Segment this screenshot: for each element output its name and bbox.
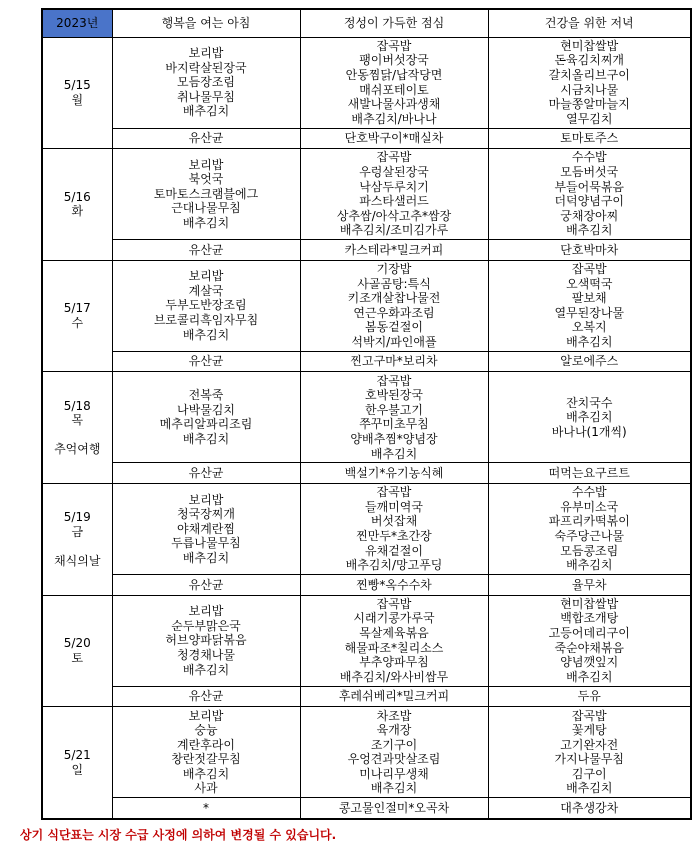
menu-item: 수수밥 xyxy=(571,150,607,165)
menu-item: 죽순야채볶음 xyxy=(554,640,625,655)
menu-item: 마늘쫑알마늘지 xyxy=(548,97,630,112)
menu-item: 잡곡밥 xyxy=(376,596,412,611)
menu-item: 시래기콩가루국 xyxy=(353,611,435,626)
menu-item: 열무김치 xyxy=(566,111,613,126)
menu-item: 조기구이 xyxy=(370,737,418,752)
menu-item: 허브양파닭볶음 xyxy=(165,633,247,648)
menu-item: 배추김치 xyxy=(566,558,613,573)
breakfast-header: 행복을 여는 아침 xyxy=(112,9,300,37)
day-weekday: 토 xyxy=(71,650,84,665)
breakfast-menu-cell xyxy=(112,149,300,240)
day-cell xyxy=(42,372,112,484)
menu-item: 두릅나물무침 xyxy=(171,536,241,551)
menu-item: 전복죽 xyxy=(188,388,224,403)
breakfast-menu-cell xyxy=(112,707,300,798)
snack-lunch-cell: 찐빵*옥수수차 xyxy=(300,575,488,596)
menu-item: 백합조개탕 xyxy=(560,611,619,626)
menu-item: 근대나물무침 xyxy=(171,201,241,216)
menu-item: 배추김치/망고푸딩 xyxy=(345,558,443,573)
menu-item: 배추김치 xyxy=(182,766,230,781)
breakfast-menu-cell xyxy=(112,484,300,575)
menu-item: 배추김치/바나나 xyxy=(351,111,437,126)
menu-item: 바나나(1개씩) xyxy=(551,424,627,439)
menu-item: 두부도반장조림 xyxy=(165,298,247,313)
menu-item: 파프리카떡볶이 xyxy=(548,514,630,529)
snack-dinner-cell: 알로에주스 xyxy=(488,351,691,372)
day-cell xyxy=(42,149,112,261)
menu-item: 차조밥 xyxy=(376,708,412,723)
lunch-menu-cell xyxy=(300,149,488,240)
menu-item: 나박물김치 xyxy=(177,402,235,417)
menu-item: 김구이 xyxy=(571,766,607,781)
menu-item: 팔보채 xyxy=(571,291,607,306)
lunch-menu-cell xyxy=(300,260,488,351)
day-row xyxy=(42,484,691,575)
menu-item: 잡곡밥 xyxy=(376,373,412,388)
snack-breakfast-cell: * xyxy=(112,798,300,819)
menu-item: 연근우화과조림 xyxy=(353,305,435,320)
day-note: 채식의날 xyxy=(54,553,101,568)
dinner-menu-cell xyxy=(488,372,691,463)
menu-item: 새발나물사과생채 xyxy=(347,97,441,112)
menu-item: 배추김치 xyxy=(182,432,230,446)
menu-item: 브로콜리흑임자무침 xyxy=(153,313,259,328)
menu-item: 배추김치/조미김가루 xyxy=(339,223,449,238)
day-cell xyxy=(42,260,112,372)
snack-breakfast-cell: 유산균 xyxy=(112,351,300,372)
menu-item: 보리밥 xyxy=(188,492,224,507)
menu-item: 배추김치/와사비쌈무 xyxy=(339,669,449,684)
snack-row xyxy=(42,686,691,707)
menu-item: 배추김치 xyxy=(566,669,613,684)
menu-item: 계란후라이 xyxy=(177,737,235,752)
menu-item: 토마토스크램블에그 xyxy=(153,186,259,201)
snack-row xyxy=(42,351,691,372)
snack-row xyxy=(42,463,691,484)
menu-item: 해물파조*칠리소스 xyxy=(344,640,444,655)
snack-lunch-cell: 단호박구이*매실차 xyxy=(300,128,488,149)
day-row xyxy=(42,372,691,463)
dinner-menu-cell xyxy=(488,149,691,240)
menu-item: 양념깻잎지 xyxy=(560,655,619,670)
snack-lunch-cell: 찐고구마*보리차 xyxy=(300,351,488,372)
snack-dinner-cell: 떠먹는요구르트 xyxy=(488,463,691,484)
day-row xyxy=(42,595,691,686)
day-note: 추억여행 xyxy=(54,441,101,456)
lunch-menu-cell xyxy=(300,484,488,575)
snack-breakfast-cell: 유산균 xyxy=(112,128,300,149)
menu-item: 기장밥 xyxy=(376,262,412,276)
menu-item: 배추김치 xyxy=(182,550,230,565)
day-weekday: 일 xyxy=(71,762,84,777)
dinner-menu-cell xyxy=(488,260,691,351)
menu-item: 궁채장아찌 xyxy=(560,208,619,223)
lunch-header: 정성이 가득한 점심 xyxy=(300,9,488,37)
menu-item: 육개장 xyxy=(376,723,412,738)
menu-item: 사과 xyxy=(194,781,218,796)
day-cell xyxy=(42,595,112,707)
lunch-menu-cell xyxy=(300,372,488,463)
menu-item: 계살국 xyxy=(188,283,224,298)
dinner-menu-cell xyxy=(488,595,691,686)
snack-lunch-cell: 백설기*유기농식혜 xyxy=(300,463,488,484)
day-cell xyxy=(42,707,112,819)
menu-item: 파스타샐러드 xyxy=(359,194,429,209)
menu-item: 돈육김치찌개 xyxy=(554,53,625,68)
menu-item: 보리밥 xyxy=(188,604,224,619)
menu-item: 오색떡국 xyxy=(566,276,613,291)
day-cell xyxy=(42,37,112,149)
menu-item: 더덕양념구이 xyxy=(554,194,625,209)
menu-item: 배추김치 xyxy=(566,223,613,238)
menu-item: 배추김치 xyxy=(182,216,230,231)
menu-item: 취나물무침 xyxy=(177,89,235,104)
menu-item: 유부미소국 xyxy=(560,499,619,514)
menu-item: 배추김치 xyxy=(182,327,230,342)
snack-lunch-cell: 콩고물인절미*오곡차 xyxy=(300,798,488,819)
menu-item: 순두부맑은국 xyxy=(171,618,241,633)
menu-item: 보리밥 xyxy=(188,157,224,172)
day-weekday: 화 xyxy=(71,204,84,219)
menu-item: 매쉬포테이토 xyxy=(359,82,429,97)
menu-item: 한우불고기 xyxy=(365,402,423,417)
day-weekday: 목 xyxy=(71,413,84,428)
menu-item: 팽이버섯장국 xyxy=(359,53,429,68)
menu-item: 갈치올리브구이 xyxy=(548,67,630,82)
menu-item: 고등어데리구이 xyxy=(548,626,630,641)
menu-item: 보리밥 xyxy=(188,269,224,284)
menu-item: 잡곡밥 xyxy=(571,262,607,276)
dinner-menu-cell xyxy=(488,37,691,128)
day-weekday: 금 xyxy=(71,525,84,540)
breakfast-menu-cell xyxy=(112,595,300,686)
menu-item: 호박된장국 xyxy=(365,388,423,403)
day-date: 5/20 xyxy=(63,636,91,651)
menu-item: 잡곡밥 xyxy=(376,150,412,165)
menu-item: 숙주당근나물 xyxy=(554,529,625,544)
day-row xyxy=(42,260,691,351)
snack-dinner-cell: 단호박마차 xyxy=(488,240,691,261)
menu-item: 꽃게탕 xyxy=(571,723,607,738)
menu-item: 유채겉절이 xyxy=(365,543,423,558)
menu-item: 잡곡밥 xyxy=(571,708,607,723)
menu-item: 오복지 xyxy=(571,320,607,335)
lunch-menu-cell xyxy=(300,595,488,686)
menu-item: 가지나물무침 xyxy=(554,752,625,767)
menu-item: 청경채나물 xyxy=(177,647,235,662)
menu-item: 우엉견과맛살조림 xyxy=(347,752,441,767)
menu-item: 보리밥 xyxy=(188,708,224,723)
menu-body xyxy=(42,37,691,819)
menu-item: 쭈꾸미초무침 xyxy=(359,417,429,432)
dinner-menu-cell xyxy=(488,707,691,798)
menu-item: 현미찹쌀밥 xyxy=(560,596,619,611)
breakfast-menu-cell xyxy=(112,37,300,128)
menu-item: 배추김치 xyxy=(182,662,230,677)
menu-item: 수수밥 xyxy=(571,485,607,500)
menu-item: 배추김치 xyxy=(370,781,418,796)
menu-item: 열무된장나물 xyxy=(554,305,625,320)
breakfast-menu-cell xyxy=(112,372,300,463)
menu-item: 현미찹쌀밥 xyxy=(560,38,619,53)
day-date: 5/21 xyxy=(63,748,91,763)
snack-lunch-cell: 후레쉬베리*밀크커피 xyxy=(300,686,488,707)
menu-item: 목살제육볶음 xyxy=(359,626,429,641)
menu-item: 들깨미역국 xyxy=(365,499,423,514)
menu-item: 보리밥 xyxy=(188,46,224,61)
menu-item: 우렁살된장국 xyxy=(359,164,429,179)
menu-item: 메추리알꽈리조림 xyxy=(159,417,253,432)
breakfast-menu-cell xyxy=(112,260,300,351)
menu-item: 부추양파무침 xyxy=(359,655,429,670)
day-cell xyxy=(42,484,112,596)
day-date: 5/17 xyxy=(63,301,91,316)
menu-item: 배추김치 xyxy=(370,446,418,461)
day-row xyxy=(42,149,691,240)
menu-item: 잡곡밥 xyxy=(376,485,412,500)
snack-lunch-cell: 카스테라*밀크커피 xyxy=(300,240,488,261)
menu-item: 상추쌈/아삭고추*쌈장 xyxy=(336,208,452,223)
snack-dinner-cell: 두유 xyxy=(488,686,691,707)
menu-item: 모듬장조림 xyxy=(177,75,235,90)
year-header: 2023년 xyxy=(42,9,112,37)
dinner-menu-cell xyxy=(488,484,691,575)
menu-item: 배추김치 xyxy=(182,104,230,119)
footer-notice: 상기 식단표는 시장 수급 사정에 의하여 변경될 수 있습니다. xyxy=(20,828,337,842)
snack-dinner-cell: 율무차 xyxy=(488,575,691,596)
menu-item: 창란젓갈무침 xyxy=(171,752,241,767)
menu-table xyxy=(41,8,692,820)
day-row xyxy=(42,707,691,798)
menu-item: 배추김치 xyxy=(566,410,613,425)
menu-item: 북엇국 xyxy=(188,172,224,187)
menu-item: 양배추찜*양념장 xyxy=(350,432,438,446)
menu-item: 버섯잡채 xyxy=(370,514,418,529)
menu-item: 야채계란찜 xyxy=(177,521,235,536)
menu-item: 잔치국수 xyxy=(566,395,613,410)
menu-item: 잡곡밥 xyxy=(376,38,412,53)
snack-breakfast-cell: 유산균 xyxy=(112,463,300,484)
snack-row xyxy=(42,798,691,819)
menu-item: 바지락살된장국 xyxy=(165,60,247,75)
menu-item: 사골곰탕:특식 xyxy=(357,276,431,291)
snack-breakfast-cell: 유산균 xyxy=(112,240,300,261)
day-date: 5/19 xyxy=(63,510,91,525)
menu-item: 찐만두*초간장 xyxy=(356,529,432,544)
snack-breakfast-cell: 유산균 xyxy=(112,686,300,707)
menu-item: 숭늉 xyxy=(194,723,218,738)
day-date: 5/15 xyxy=(63,78,91,93)
menu-item: 모듬버섯국 xyxy=(560,164,619,179)
menu-item: 시금치나물 xyxy=(560,82,619,97)
dinner-header: 건강을 위한 저녁 xyxy=(488,9,691,37)
menu-item: 미나리무생채 xyxy=(359,766,429,781)
menu-item: 키조개살찹나물전 xyxy=(347,291,441,306)
menu-item: 안동찜닭/납작당면 xyxy=(345,67,443,82)
menu-item: 배추김치 xyxy=(566,781,613,796)
lunch-menu-cell xyxy=(300,707,488,798)
snack-row xyxy=(42,240,691,261)
snack-row xyxy=(42,128,691,149)
snack-breakfast-cell: 유산균 xyxy=(112,575,300,596)
menu-item: 모듬콩조림 xyxy=(560,543,619,558)
menu-item: 부들어묵볶음 xyxy=(554,179,625,194)
day-date: 5/16 xyxy=(63,189,91,204)
lunch-menu-cell xyxy=(300,37,488,128)
menu-item: 청국장찌개 xyxy=(177,507,235,522)
menu-item: 석박지/파인애플 xyxy=(351,334,437,349)
snack-dinner-cell: 대추생강차 xyxy=(488,798,691,819)
day-date: 5/18 xyxy=(63,398,91,413)
menu-item: 고기완자전 xyxy=(560,737,619,752)
menu-item: 낙삼두루치기 xyxy=(359,179,429,194)
day-weekday: 수 xyxy=(71,316,84,331)
menu-item: 봄동겉절이 xyxy=(365,320,423,335)
day-weekday: 월 xyxy=(71,92,84,107)
snack-row xyxy=(42,575,691,596)
menu-item: 배추김치 xyxy=(566,334,613,349)
day-row xyxy=(42,37,691,128)
snack-dinner-cell: 토마토주스 xyxy=(488,128,691,149)
